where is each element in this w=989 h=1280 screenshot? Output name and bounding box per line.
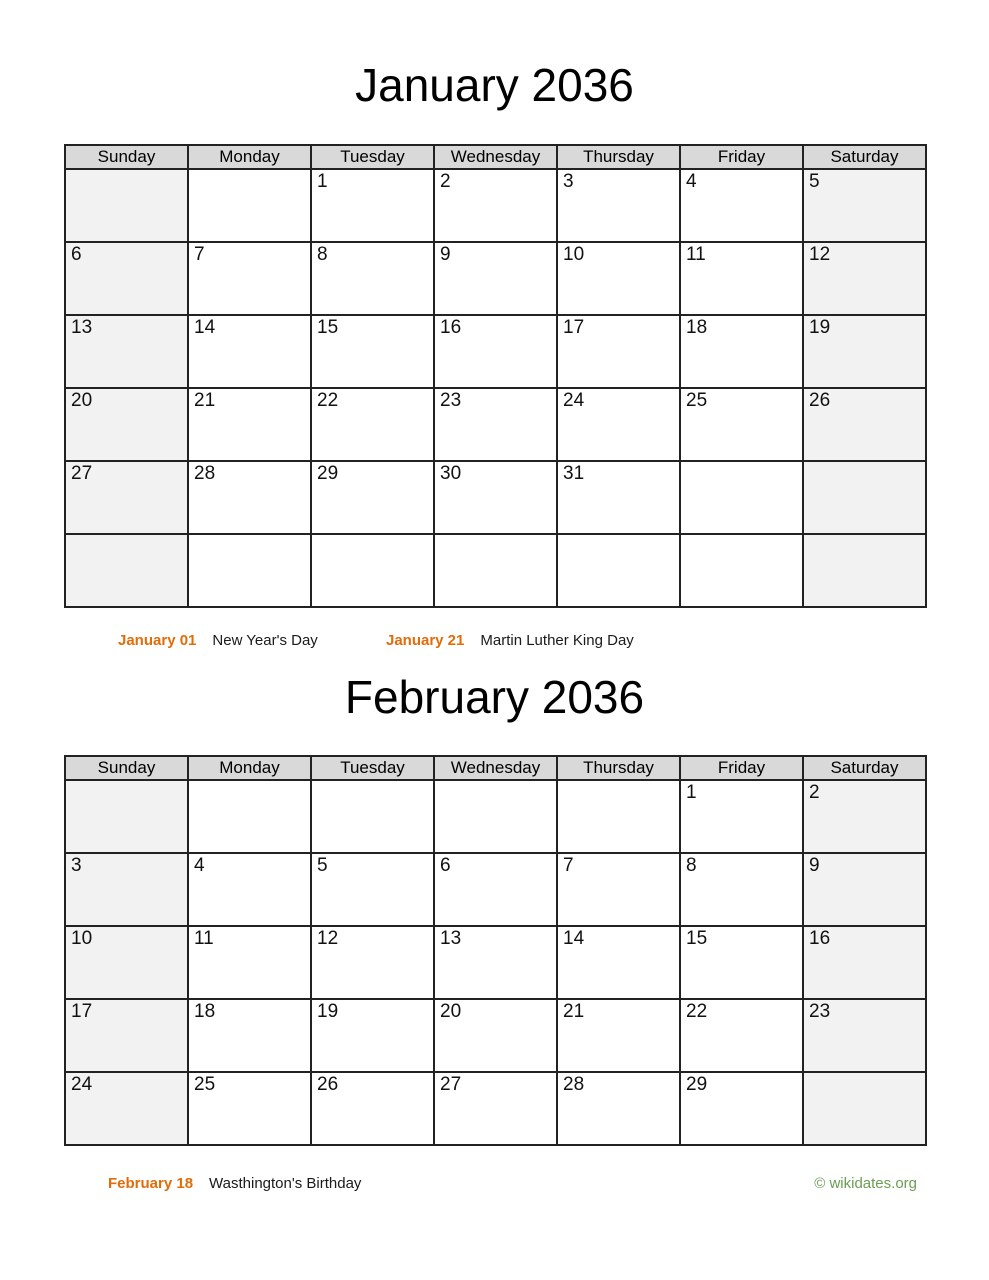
day-cell: 6 [434,853,557,926]
february-calendar-table [64,755,927,1146]
day-cell: 18 [188,999,311,1072]
weekday-header: Monday [188,756,311,780]
week-row [65,315,926,388]
day-cell: 25 [680,388,803,461]
day-cell: 7 [188,242,311,315]
day-cell: 26 [803,388,926,461]
day-cell: 9 [803,853,926,926]
holiday-entry [118,631,318,651]
day-cell: 8 [311,242,434,315]
day-cell: 19 [311,999,434,1072]
day-cell: 24 [65,1072,188,1145]
month-title-february: February 2036 [344,671,645,723]
day-cell [557,534,680,607]
day-cell: 18 [680,315,803,388]
day-cell: 17 [557,315,680,388]
day-cell: 23 [434,388,557,461]
day-cell: 21 [557,999,680,1072]
weekday-header-row [65,756,926,780]
holiday-entry [386,631,634,651]
day-cell: 14 [557,926,680,999]
copyright-text: © wikidates.org [814,1175,917,1192]
day-cell [311,534,434,607]
day-cell: 4 [188,853,311,926]
weekday-header: Tuesday [311,756,434,780]
weekday-header: Sunday [65,145,188,169]
holiday-date: February 18 [108,1175,194,1192]
weekday-header-row [65,145,926,169]
day-cell: 2 [434,169,557,242]
january-calendar-table [64,144,927,608]
day-cell: 24 [557,388,680,461]
day-cell: 11 [188,926,311,999]
day-cell: 2 [803,780,926,853]
holiday-name: New Year's Day [212,632,318,649]
day-cell: 8 [680,853,803,926]
day-cell [188,534,311,607]
week-row [65,461,926,534]
weekday-header: Saturday [803,756,926,780]
day-cell: 23 [803,999,926,1072]
day-cell: 4 [680,169,803,242]
day-cell: 22 [680,999,803,1072]
day-cell [557,780,680,853]
day-cell: 10 [65,926,188,999]
day-cell: 25 [188,1072,311,1145]
week-row [65,853,926,926]
day-cell: 6 [65,242,188,315]
day-cell: 22 [311,388,434,461]
day-cell: 16 [434,315,557,388]
day-cell [65,780,188,853]
weekday-header: Saturday [803,145,926,169]
week-row [65,999,926,1072]
day-cell: 5 [311,853,434,926]
day-cell: 14 [188,315,311,388]
day-cell: 28 [188,461,311,534]
week-row [65,169,926,242]
day-cell: 27 [65,461,188,534]
day-cell [680,461,803,534]
day-cell: 28 [557,1072,680,1145]
day-cell: 9 [434,242,557,315]
day-cell: 13 [65,315,188,388]
weekday-header: Friday [680,145,803,169]
day-cell: 12 [803,242,926,315]
week-row [65,1072,926,1145]
day-cell: 7 [557,853,680,926]
day-cell [434,534,557,607]
holiday-date: January 21 [385,632,465,649]
weekday-header: Wednesday [434,145,557,169]
weekday-header: Wednesday [434,756,557,780]
day-cell [680,534,803,607]
day-cell: 20 [434,999,557,1072]
day-cell: 17 [65,999,188,1072]
day-cell [803,461,926,534]
weekday-header: Friday [680,756,803,780]
day-cell [803,534,926,607]
day-cell: 11 [680,242,803,315]
week-row [65,242,926,315]
day-cell: 1 [680,780,803,853]
weekday-header: Thursday [557,145,680,169]
day-cell [434,780,557,853]
holiday-name: Martin Luther King Day [480,632,634,649]
day-cell [188,780,311,853]
day-cell: 31 [557,461,680,534]
week-row [65,926,926,999]
holiday-name: Wasthington's Birthday [209,1175,362,1192]
weekday-header: Thursday [557,756,680,780]
day-cell: 20 [65,388,188,461]
day-cell: 1 [311,169,434,242]
day-cell [65,534,188,607]
day-cell: 27 [434,1072,557,1145]
day-cell: 15 [680,926,803,999]
day-cell [188,169,311,242]
day-cell: 30 [434,461,557,534]
day-cell: 13 [434,926,557,999]
day-cell: 12 [311,926,434,999]
week-row [65,534,926,607]
day-cell: 26 [311,1072,434,1145]
day-cell: 29 [311,461,434,534]
day-cell: 16 [803,926,926,999]
day-cell: 15 [311,315,434,388]
holiday-date: January 01 [118,632,197,649]
week-row [65,780,926,853]
day-cell: 29 [680,1072,803,1145]
day-cell: 19 [803,315,926,388]
day-cell: 3 [65,853,188,926]
day-cell: 21 [188,388,311,461]
day-cell [65,169,188,242]
day-cell [311,780,434,853]
week-row [65,388,926,461]
weekday-header: Monday [188,145,311,169]
day-cell: 10 [557,242,680,315]
footer [108,1174,917,1194]
january-holidays-line [118,631,698,651]
day-cell [803,1072,926,1145]
weekday-header: Sunday [65,756,188,780]
month-title-january: January 2036 [355,59,634,111]
day-cell: 3 [557,169,680,242]
weekday-header: Tuesday [311,145,434,169]
holiday-entry [108,1174,361,1194]
day-cell: 5 [803,169,926,242]
